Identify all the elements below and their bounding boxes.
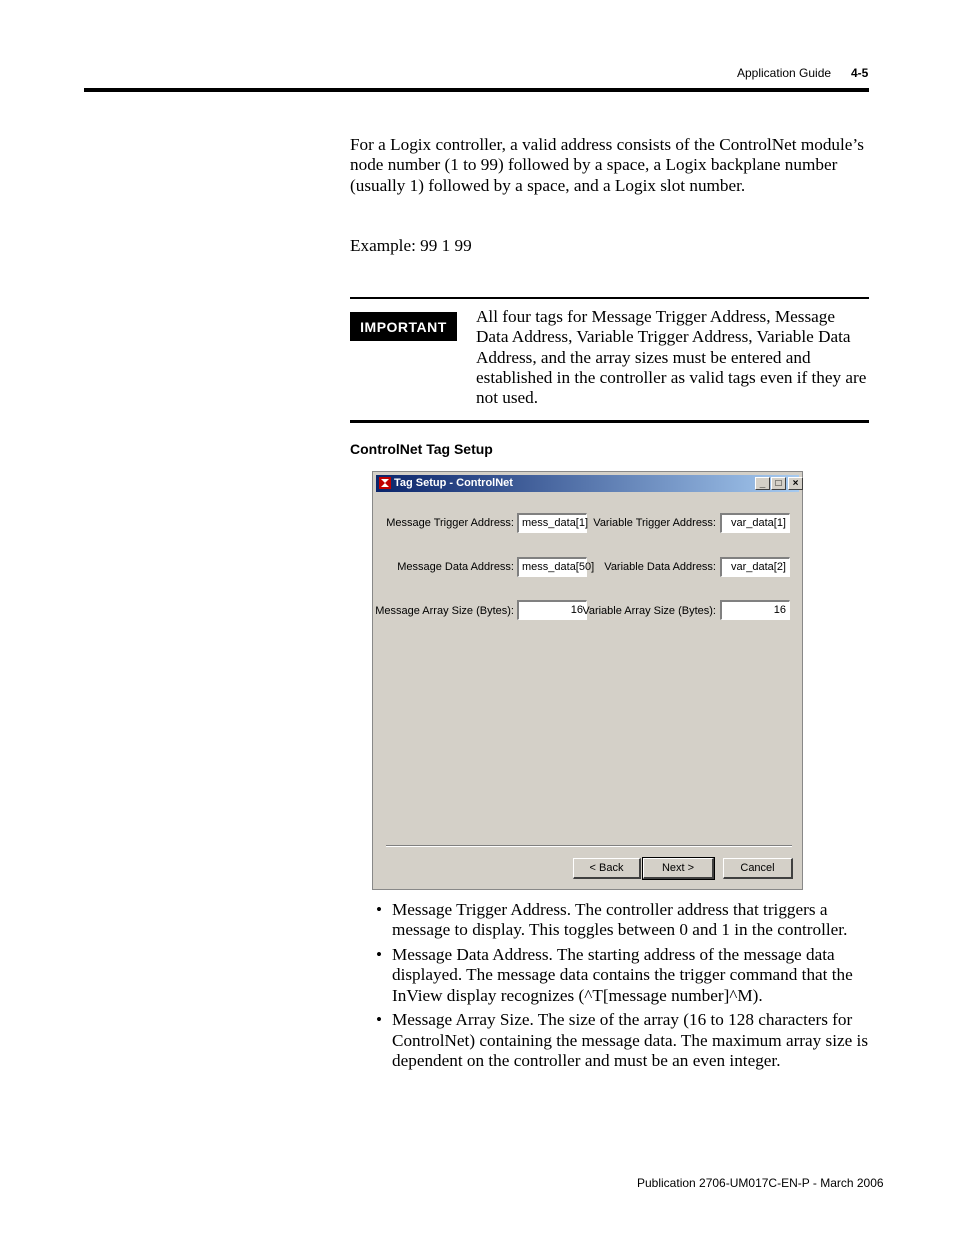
page-number: 4-5: [851, 66, 869, 80]
message-trigger-label: Message Trigger Address:: [386, 517, 514, 529]
variable-trigger-input[interactable]: var_data[1]: [720, 513, 790, 533]
bullet-text: Message Array Size. The size of the array (16 to 128 characters for ControlNet) containing the message data. The maximum array size is dependent on the controller and must be an even integer.: [392, 1010, 869, 1071]
dialog-separator: [386, 845, 792, 847]
important-text: All four tags for Message Trigger Address, Message Data Address, Variable Trigger Address, Variable Data Address, and the array sizes must be entered and established in the controller as valid tags even if they are not used.: [476, 307, 867, 408]
message-array-size-input[interactable]: 16: [517, 600, 587, 620]
variable-data-input[interactable]: var_data[2]: [720, 557, 790, 577]
variable-trigger-label: Variable Trigger Address:: [593, 517, 716, 529]
message-trigger-input[interactable]: mess_data[1]: [517, 513, 587, 533]
variable-array-size-input[interactable]: 16: [720, 600, 790, 620]
dialog-title: Tag Setup - ControlNet: [394, 477, 513, 489]
bullet-text: Message Trigger Address. The controller address that triggers a message to display. This toggles between 0 and 1 in the controller.: [392, 900, 848, 940]
back-button[interactable]: < Back: [573, 858, 641, 879]
header-section-title: Application Guide: [737, 66, 832, 80]
close-button[interactable]: [788, 477, 803, 490]
bullet-text: Message Data Address. The starting address of the message data displayed. The message data contains the trigger command that the InView display recognizes (^T[message number]^M).: [392, 945, 853, 1005]
publication-footer: Publication 2706-UM017C-EN-P - March 2006: [637, 1176, 884, 1190]
message-data-input[interactable]: mess_data[50]: [517, 557, 587, 577]
message-array-size-label: Message Array Size (Bytes):: [375, 605, 514, 617]
intro-paragraph: For a Logix controller, a valid address consists of the ControlNet module’s node number (1 to 99) followed by a space, a Logix backplane number (usually 1) followed by a space, and a Logix slot number.: [350, 135, 864, 195]
variable-array-size-label: Variable Array Size (Bytes):: [582, 605, 716, 617]
list-item: • Message Data Address. The starting address of the message data displayed. The message data contains the trigger command that the InView display recognizes (^T[message number]^M).: [376, 945, 853, 1005]
dialog-titlebar: [376, 475, 799, 492]
minimize-button[interactable]: [755, 477, 770, 490]
important-badge: IMPORTANT: [350, 312, 457, 341]
important-bottom-rule: [350, 420, 869, 423]
tag-setup-dialog: [372, 471, 803, 890]
list-item: • Message Array Size. The size of the array (16 to 128 characters for ControlNet) containing the message data. The maximum array size is dependent on the controller and must be an even integer.: [376, 1010, 869, 1071]
next-button[interactable]: Next >: [643, 858, 714, 879]
maximize-button[interactable]: [771, 477, 786, 490]
maximize-icon: □: [775, 478, 782, 489]
important-top-rule: [350, 297, 869, 299]
controlnet-app-icon: [378, 476, 392, 490]
section-title: ControlNet Tag Setup: [350, 441, 493, 457]
message-data-label: Message Data Address:: [397, 561, 514, 573]
list-item: • Message Trigger Address. The controller address that triggers a message to display. This toggles between 0 and 1 in the controller.: [376, 900, 848, 940]
field-description-list: [376, 900, 870, 1076]
example-paragraph: Example: 99 1 99: [350, 236, 472, 255]
minimize-icon: _: [759, 478, 766, 489]
variable-data-label: Variable Data Address:: [604, 561, 716, 573]
close-icon: ×: [792, 478, 799, 489]
header-rule: [84, 88, 869, 92]
cancel-button[interactable]: Cancel: [723, 858, 793, 879]
